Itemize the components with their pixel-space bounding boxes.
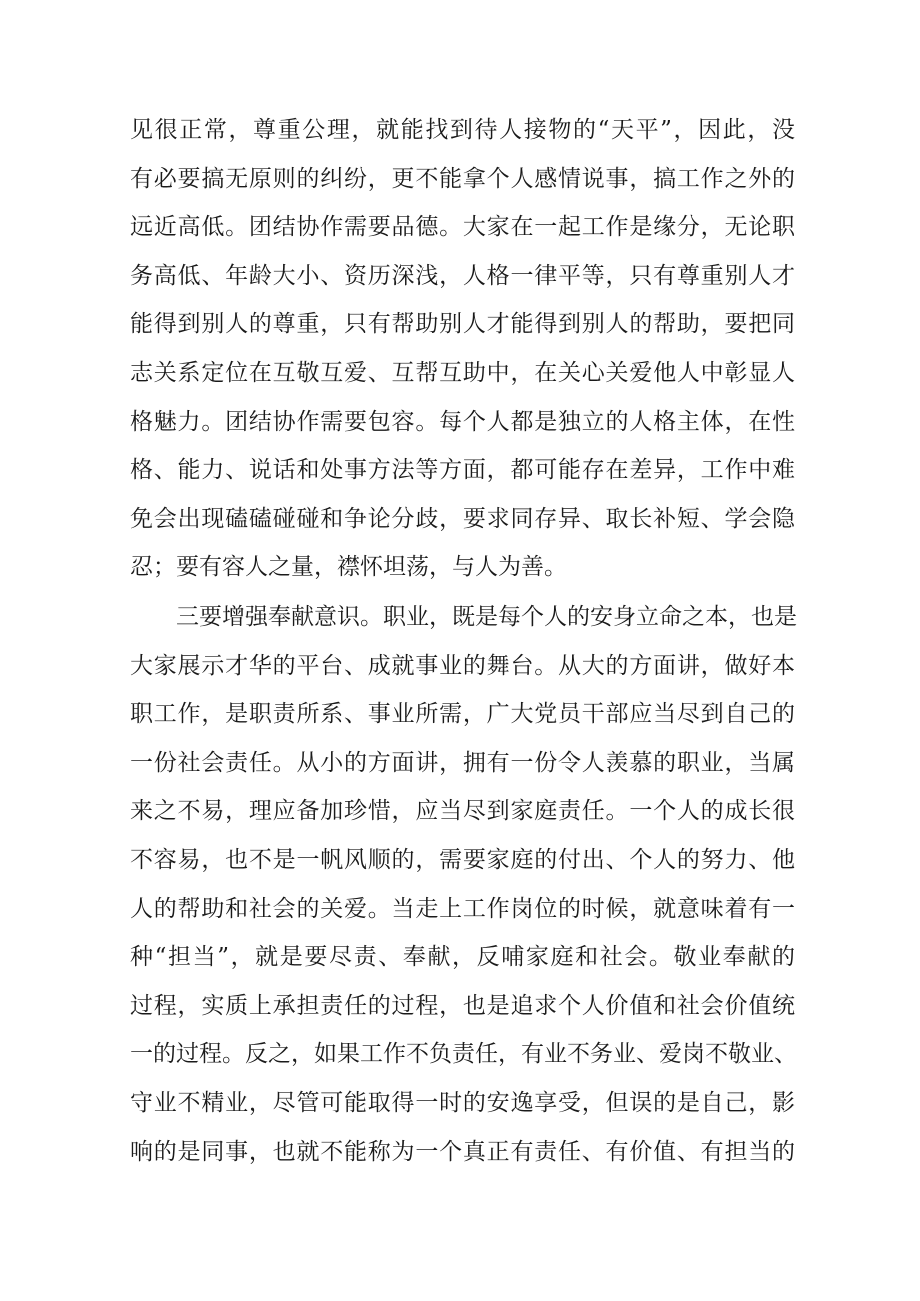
text-line: 不容易，也不是一帆风顺的，需要家庭的付出、个人的努力、他 <box>130 846 795 873</box>
text-line: 来之不易，理应备加珍惜，应当尽到家庭责任。一个人的成长很 <box>130 798 795 825</box>
text-line: 一份社会责任。从小的方面讲，拥有一份令人羡慕的职业，当属 <box>130 749 795 776</box>
text-line: 能得到别人的尊重，只有帮助别人才能得到别人的帮助，要把同 <box>130 311 795 338</box>
paragraph-2 <box>130 593 795 1176</box>
text-line: 过程，实质上承担责任的过程，也是追求个人价值和社会价值统 <box>130 992 795 1019</box>
text-line: 职工作，是职责所系、事业所需，广大党员干部应当尽到自己的 <box>130 701 795 728</box>
text-line: 务高低、年龄大小、资历深浅，人格一律平等，只有尊重别人才 <box>130 262 795 289</box>
text-line: 三要增强奉献意识。职业，既是每个人的安身立命之本，也是 <box>176 604 797 630</box>
text-line: 一的过程。反之，如果工作不负责任，有业不务业、爱岗不敬业、 <box>130 1041 797 1068</box>
text-line: 大家展示才华的平台、成就事业的舞台。从大的方面讲，做好本 <box>130 652 795 679</box>
text-line: 志关系定位在互敬互爱、互帮互助中，在关心关爱他人中彰显人 <box>130 359 795 386</box>
text-line: 远近高低。团结协作需要品德。大家在一起工作是缘分，无论职 <box>130 214 795 241</box>
text-line: 格、能力、说话和处事方法等方面，都可能存在差异，工作中难 <box>130 457 795 484</box>
text-line: 人的帮助和社会的关爱。当走上工作岗位的时候，就意味着有一 <box>130 895 795 922</box>
text-line: 守业不精业，尽管可能取得一时的安逸享受，但误的是自己，影 <box>130 1089 795 1116</box>
paragraph-1 <box>130 106 795 592</box>
text-line: 忍；要有容人之量，襟怀坦荡，与人为善。 <box>130 554 567 581</box>
text-line: 见很正常，尊重公理，就能找到待人接物的“天平”，因此，没 <box>130 117 795 143</box>
text-line: 种“担当”，就是要尽责、奉献，反哺家庭和社会。敬业奉献的 <box>130 944 795 971</box>
text-line: 响的是同事，也就不能称为一个真正有责任、有价值、有担当的 <box>130 1138 795 1165</box>
text-line: 有必要搞无原则的纠纷，更不能拿个人感情说事，搞工作之外的 <box>130 165 795 192</box>
text-line: 免会出现磕磕碰碰和争论分歧，要求同存异、取长补短、学会隐 <box>130 505 795 532</box>
text-line: 格魅力。团结协作需要包容。每个人都是独立的人格主体，在性 <box>130 408 795 435</box>
